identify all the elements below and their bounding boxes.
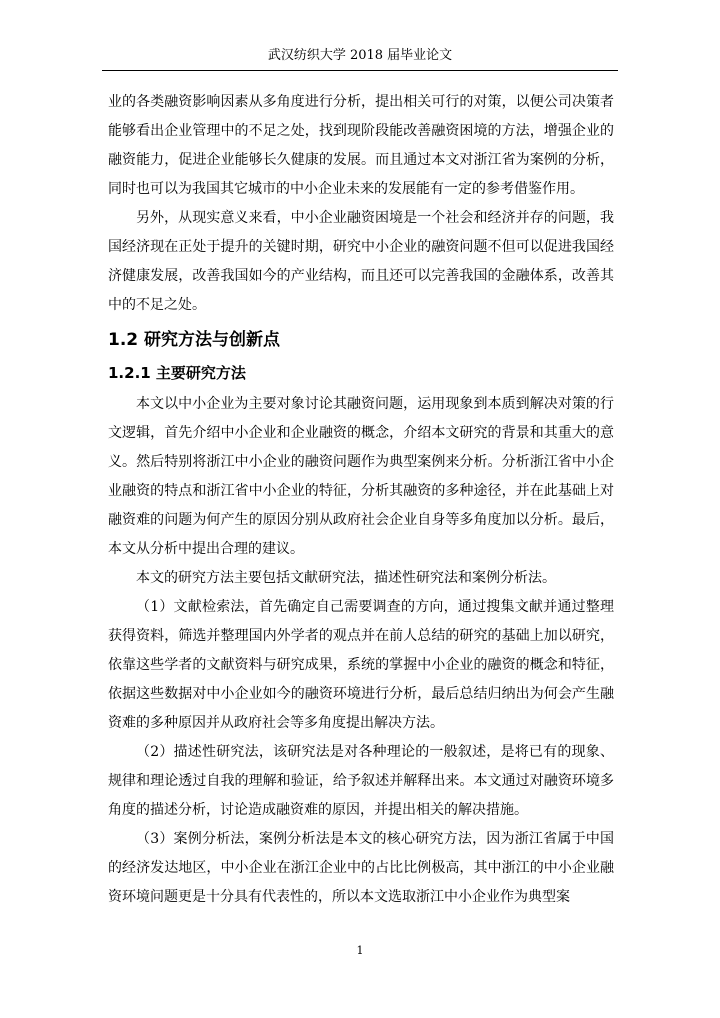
section-heading: 1.2 研究方法与创新点 — [108, 330, 281, 350]
running-header: 武汉纺织大学 2018 届毕业论文 — [267, 48, 453, 63]
paragraph: 业的各类融资影响因素从多角度进行分析，提出相关可行的对策，以便公司决策者能够看出企业管理中的不足之处，找到现阶段能改善融资困境的方法，增强企业的融资能力，促进企业能够长久健康的发展。而且通过本文对浙江省为案例的分析，同时也可以为我国其它城市的中小企业未来的发展能有一定的参考借鉴作用。 — [108, 94, 614, 197]
page-number: 1 — [356, 944, 364, 957]
paragraph: 本文以中小企业为主要对象讨论其融资问题，运用现象到本质到解决对策的行文逻辑，首先介绍中小企业和企业融资的概念，介绍本文研究的背景和其重大的意义。然后特别将浙江中小企业的融资问题作为典型案例来分析。分析浙江省中小企业融资的特点和浙江省中小企业的特征，分析其融资的多种途径，并在此基础上对融资难的问题为何产生的原因分别从政府社会企业自身等多角度加以分析。最后，本文从分析中提出合理的建议。 — [108, 396, 614, 557]
paragraph: 本文的研究方法主要包括文献研究法，描述性研究法和案例分析法。 — [136, 570, 556, 586]
page-body — [108, 88, 614, 912]
paragraph: （2）描述性研究法，该研究法是对各种理论的一般叙述，是将已有的现象、规律和理论透过自我的理解和验证，给予叙述并解释出来。本文通过对融资环境多角度的描述分析，讨论造成融资难的原因，并提出相关的解决措施。 — [108, 744, 614, 818]
subsection-heading: 1.2.1 主要研究方法 — [108, 364, 246, 382]
header-rule — [102, 70, 618, 71]
paragraph: 另外，从现实意义来看，中小企业融资困境是一个社会和经济并存的问题，我国经济现在正处于提升的关键时期，研究中小企业的融资问题不但可以促进我国经济健康发展，改善我国如今的产业结构，而且还可以完善我国的金融体系，改善其中的不足之处。 — [108, 210, 614, 313]
paragraph: （1）文献检索法，首先确定自己需要调查的方向，通过搜集文献并通过整理获得资料，筛选并整理国内外学者的观点并在前人总结的研究的基础上加以研究，依靠这些学者的文献资料与研究成果，系统的掌握中小企业的融资的概念和特征，依据这些数据对中小企业如今的融资环境进行分析，最后总结归纳出为何会产生融资难的多种原因并从政府社会等多角度提出解决方法。 — [108, 599, 614, 731]
paragraph: （3）案例分析法，案例分析法是本文的核心研究方法，因为浙江省属于中国的经济发达地区，中小企业在浙江企业中的占比比例极高，其中浙江的中小企业融资环境问题更是十分具有代表性的，所以本文选取浙江中小企业作为典型案 — [108, 831, 614, 905]
